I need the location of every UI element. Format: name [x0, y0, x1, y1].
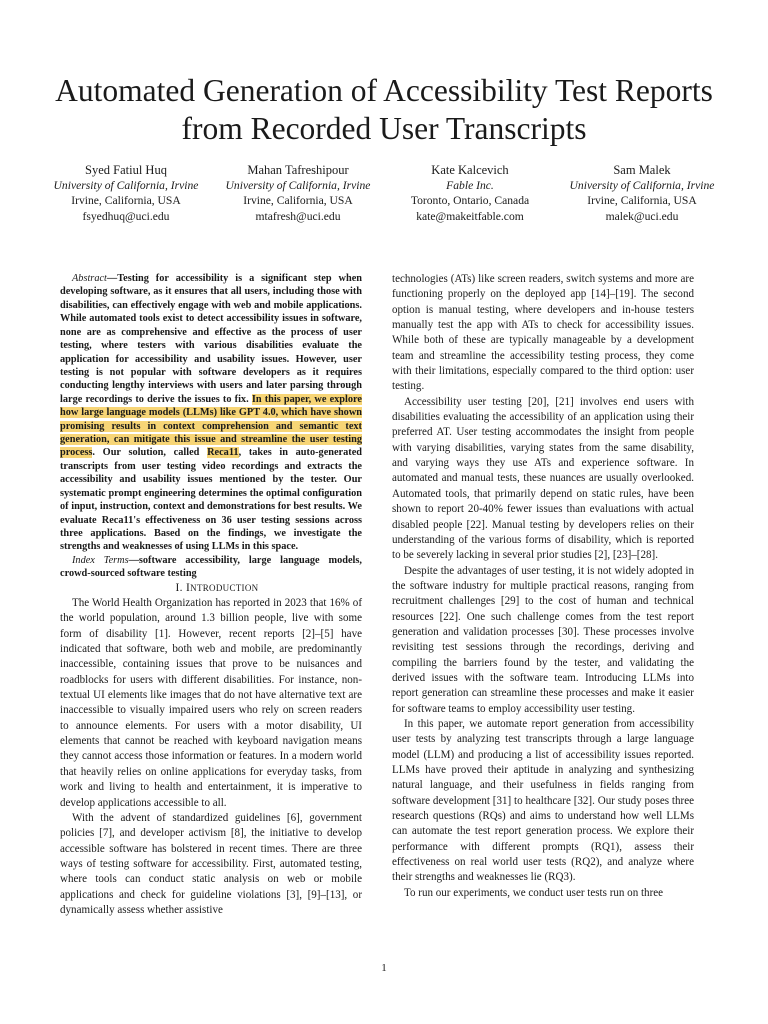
author-name: Sam Malek: [613, 163, 671, 177]
body-paragraph: technologies (ATs) like screen readers, switch systems and more are functioning properly on the deployed app [14]–[19]. The second option is manual testing, where developers and in-house testers manually test the app with ATs to check for accessibility issues. While both of these are typically manageable by a development team and streamline the accessibility testing process, they come with their limitations, especially compared to the third option: user testing.: [392, 273, 694, 393]
section-heading-introduction: [60, 581, 362, 596]
abstract-highlighted-text: In this paper, we explore how large language models (LLMs) like GPT 4.0, which have shown promising results in context comprehension and semantic text generation, can mitigate this issue and streamline the user testing process: [60, 393, 362, 459]
author-location: Toronto, Ontario, Canada: [410, 194, 530, 208]
author-location: Irvine, California, USA: [71, 194, 181, 208]
section-number: I.: [175, 581, 187, 594]
tool-name-highlight: Reca11: [207, 447, 239, 459]
left-column: [60, 272, 362, 918]
author-location: Irvine, California, USA: [587, 194, 697, 208]
author-block: [556, 163, 728, 224]
author-name: Syed Fatiul Huq: [85, 163, 167, 177]
body-paragraph: The World Health Organization has reported in 2023 that 16% of the world population, around 1.3 billion people, live with some form of disability [1]. However, recent reports [2]–[5] have indicated that software, both web and mobile, are predominantly inaccessible, containing issues that prove to be nuisances and roadblocks for users with different disabilities. For instance, non-textual UI elements like images that do not have alternative text are inaccessible to visually impaired users who rely on screen readers to announce elements. For users with a motor disability, UI elements that cannot be reached with keyboard navigation means they cannot access those information or features. In a modern world that heavily relies on online applications for everyday tasks, from work and living to health and entertainment, it is imperative to develop applications accessible to all.: [60, 597, 362, 809]
section-title-rest: NTRODUCTION: [190, 582, 259, 593]
title-line-2: from Recorded User Transcripts: [181, 111, 587, 146]
author-name: Kate Kalcevich: [431, 163, 509, 177]
author-name: Mahan Tafreshipour: [247, 163, 349, 177]
index-terms-lead: Index Terms: [72, 554, 129, 566]
author-email: fsyedhuq@uci.edu: [82, 209, 170, 223]
author-list: [40, 163, 728, 233]
title-line-1: Automated Generation of Accessibility Test Reports: [55, 73, 713, 108]
paper-title: [40, 72, 728, 148]
body-paragraph: To run our experiments, we conduct user tests run on three: [404, 886, 664, 899]
author-affiliation: Fable Inc.: [446, 179, 494, 193]
body-paragraph: Despite the advantages of user testing, it is not widely adopted in the software industry for multiple practical reasons, ranging from recruitment challenges [29] to the cost of human and technical resources [22]. One such challenge comes from the test report generation and validation processes [30]. These processes involve revisiting test sessions through the recordings, deriving and compiling the barriers found by the tester, and validating the derived issues with the software team. Introducing LLMs into report generation can streamline these processes and make it easier for software teams to employ accessibility user testing.: [392, 564, 694, 715]
author-affiliation: University of California, Irvine: [53, 179, 199, 193]
section-initial: I: [186, 581, 191, 594]
author-affiliation: University of California, Irvine: [569, 179, 715, 193]
abstract-lead: Abstract: [72, 273, 107, 284]
author-email: mtafresh@uci.edu: [255, 209, 341, 223]
right-column: [392, 272, 694, 901]
author-affiliation: University of California, Irvine: [225, 179, 371, 193]
author-block: [384, 163, 556, 224]
body-paragraph: With the advent of standardized guidelines [6], government policies [7], and developer activism [8], the initiative to develop accessible software has bolstered in recent times. There are three ways of testing software for accessibility. First, automated testing, where tools can conduct static analysis on web or mobile applications and check for guideline violations [3], [9]–[13], or dynamically assess whether assistive: [60, 811, 362, 916]
abstract: [60, 272, 362, 554]
index-terms: [60, 554, 362, 581]
page-number: 1: [381, 962, 387, 974]
author-email: kate@makeitfable.com: [416, 209, 524, 223]
abstract-text: —Testing for accessibility is a significant step when developing software, as it ensures that all users, including those with disabilities, can effectively engage with web and mobile applications. While automated tools exist to detect accessibility issues in software, none are as comprehensive and effective as the process of user testing, where testers with various disabilities evaluate the application for accessibility and usability issues. However, user testing is not popular with software developers as it requires conducting lengthy interviews with users and later parsing through large recordings to derive the issues to fix.: [60, 273, 362, 405]
author-block: [212, 163, 384, 224]
abstract-text: , takes in auto-generated transcripts from user testing video recordings and extracts the accessibility and usability issues mentioned by the tester. Our systematic prompt engineering determines the optimal configuration of input, instruction, context and demonstrations for best results. We evaluate Reca11's effectiveness on 36 user testing sessions across three applications. Based on the findings, we investigate the strengths and weaknesses of using LLMs in this space.: [60, 447, 363, 553]
author-block: [40, 163, 212, 224]
author-location: Irvine, California, USA: [243, 194, 353, 208]
index-terms-text: —software accessibility, large language models, crowd-sourced software testing: [60, 554, 362, 580]
author-email: malek@uci.edu: [605, 209, 679, 223]
abstract-text: . Our solution, called: [92, 447, 208, 459]
body-paragraph: Accessibility user testing [20], [21] involves end users with disabilities evaluating the accessibility of an application using their preferred AT. User testing accommodates the insight from people with varying disabilities, varying states from the same disability, and varying ways they use ATs and experience software. In automated and manual tests, these nuances are usually overlooked. Automated tools, that primarily depend on static rules, have been shown to report 20-40% fewer issues than evaluations with actual disabled people [22]. Manual testing by developers relies on their understanding of the various forms of disability, which is reported to be severely lacking in several prior studies [2], [23]–[28].: [392, 395, 694, 562]
body-paragraph: In this paper, we automate report generation from accessibility user tests by analyzing test transcripts through a large language model (LLM) and producing a list of accessibility issues reported. LLMs have proved their aptitude in analyzing and synthesizing natural language, and their usefulness in fields ranging from software development [31] to healthcare [32]. Our study poses three research questions (RQs) and aims to understand how well LLMs can automate the test report generation process. We explore their performance with different prompts (RQ1), assess their effectiveness on real world user tests (RQ2), and analyze where their strengths and weaknesses lie (RQ3).: [392, 717, 694, 884]
